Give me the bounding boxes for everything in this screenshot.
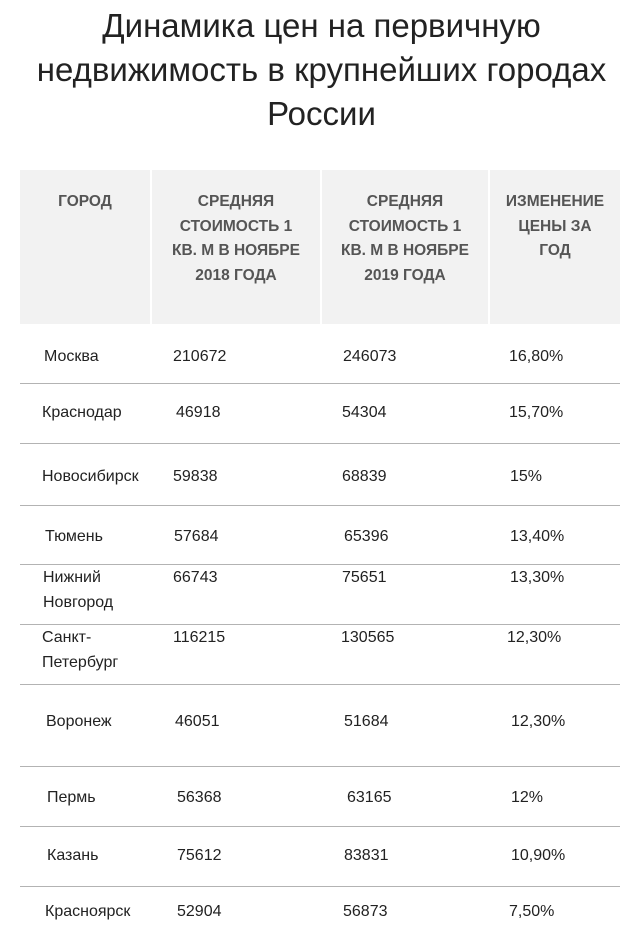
- city-name-line: Москва: [44, 348, 99, 365]
- header-price-2018: СРЕДНЯЯ СТОИМОСТЬ 1 КВ. М В НОЯБРЕ 2018 ГОДА: [172, 193, 300, 284]
- city-name-line: Новгород: [43, 594, 114, 611]
- city-name-line: Казань: [47, 847, 99, 864]
- price-2018-cell: 56368: [177, 789, 222, 806]
- price-table: [20, 170, 620, 920]
- city-name-line: Санкт-: [42, 629, 92, 646]
- change-cell: 13,40%: [510, 528, 565, 545]
- price-2018-cell: 66743: [173, 569, 218, 586]
- city-name-line: Воронеж: [46, 713, 112, 730]
- price-2018-cell: 210672: [173, 348, 227, 365]
- title-line-1: Динамика цен на первичную: [102, 7, 541, 44]
- page-title: [0, 4, 643, 136]
- price-2019-cell: 130565: [341, 629, 395, 646]
- city-cell: [42, 464, 170, 489]
- table-row: [20, 827, 620, 887]
- price-2018-cell: 52904: [177, 903, 222, 920]
- city-name-line: Петербург: [42, 654, 119, 671]
- city-cell: [44, 344, 172, 369]
- change-cell: 12%: [511, 789, 544, 806]
- price-2018-cell: 46051: [175, 713, 220, 730]
- table-row: [20, 565, 620, 625]
- price-2019-cell: 68839: [342, 468, 387, 485]
- city-name-line: Пермь: [47, 789, 96, 806]
- city-name-line: Тюмень: [45, 528, 103, 545]
- price-2019-cell: 83831: [344, 847, 389, 864]
- price-2019-cell: 56873: [343, 903, 388, 920]
- table-header: [20, 170, 620, 324]
- change-cell: 16,80%: [509, 348, 564, 365]
- price-2019-cell: 63165: [347, 789, 392, 806]
- price-2019-cell: 246073: [343, 348, 397, 365]
- city-cell: [46, 709, 174, 734]
- change-cell: 13,30%: [510, 569, 565, 586]
- price-2018-cell: 75612: [177, 847, 222, 864]
- price-2019-cell: 51684: [344, 713, 389, 730]
- change-cell: 15%: [510, 468, 543, 485]
- city-cell: [47, 843, 175, 868]
- table-row: [20, 384, 620, 444]
- title-line-3: России: [267, 95, 376, 132]
- city-cell: [45, 899, 173, 924]
- city-cell: [42, 625, 170, 675]
- city-cell: [42, 400, 170, 425]
- header-city: ГОРОД: [58, 193, 112, 210]
- table-row: [20, 625, 620, 685]
- city-cell: [43, 565, 171, 615]
- change-cell: 10,90%: [511, 847, 566, 864]
- table-row: [20, 506, 620, 565]
- price-2019-cell: 54304: [342, 404, 387, 421]
- price-2019-cell: 75651: [342, 569, 387, 586]
- change-cell: 12,30%: [507, 629, 562, 646]
- price-2018-cell: 116215: [173, 629, 226, 646]
- table-row: [20, 887, 620, 937]
- city-name-line: Нижний: [43, 569, 101, 586]
- city-name-line: Краснодар: [42, 404, 122, 421]
- price-2018-cell: 46918: [176, 404, 221, 421]
- price-2018-cell: 59838: [173, 468, 218, 485]
- table-row: [20, 324, 620, 384]
- change-cell: 12,30%: [511, 713, 566, 730]
- table-row: [20, 767, 620, 827]
- header-price-2019: СРЕДНЯЯ СТОИМОСТЬ 1 КВ. М В НОЯБРЕ 2019 ГОДА: [341, 193, 469, 284]
- change-cell: 7,50%: [509, 903, 555, 920]
- change-cell: 15,70%: [509, 404, 564, 421]
- table-row: [20, 685, 620, 767]
- title-line-2: недвижимость в крупнейших городах: [36, 51, 607, 88]
- city-name-line: Красноярск: [45, 903, 131, 920]
- price-2018-cell: 57684: [174, 528, 219, 545]
- header-change: ИЗМЕНЕНИЕ ЦЕНЫ ЗА ГОД: [505, 193, 605, 259]
- table-row: [20, 444, 620, 506]
- city-cell: [47, 785, 175, 810]
- city-cell: [45, 524, 173, 549]
- price-2019-cell: 65396: [344, 528, 389, 545]
- city-name-line: Новосибирск: [42, 468, 139, 485]
